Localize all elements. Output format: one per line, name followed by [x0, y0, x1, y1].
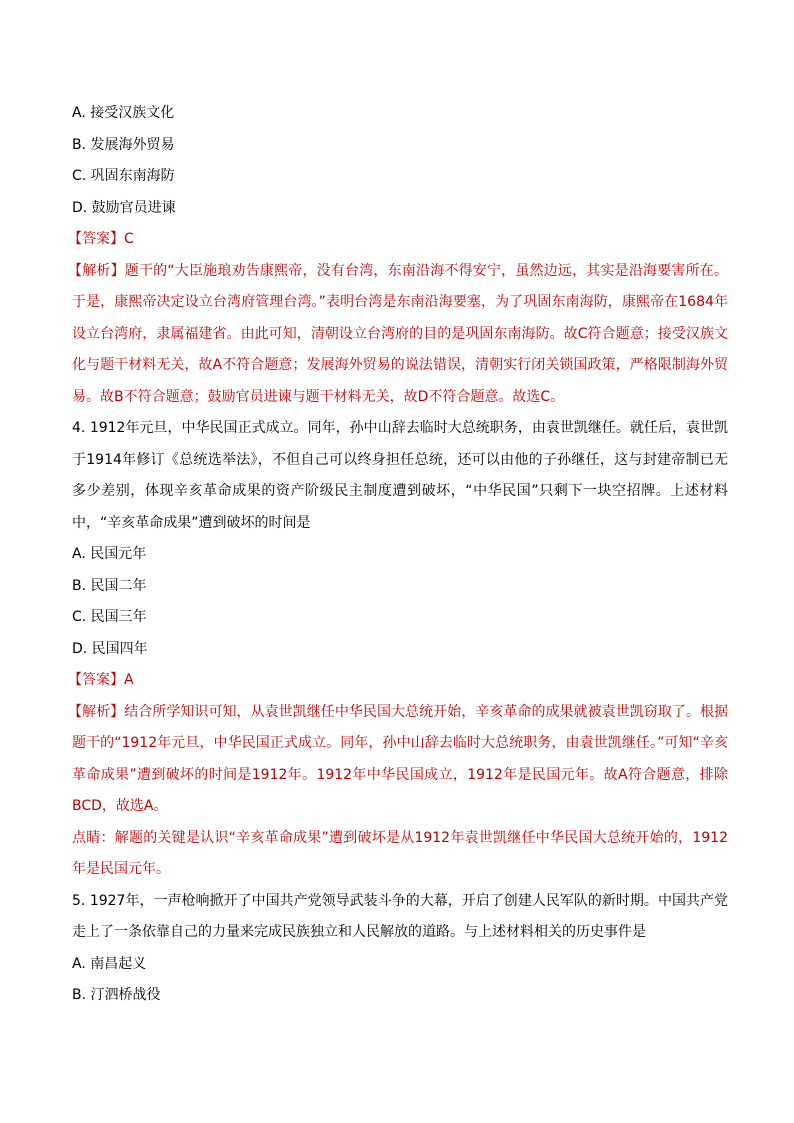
- q4-key-point: 点睛：解题的关键是认识“辛亥革命成果”遭到破坏是从1912年袁世凯继任中华民国大总统开始的，1912年是民国元年。: [72, 829, 728, 877]
- q4-explanation: [68, 697, 729, 823]
- q4-explanation-tag: 【解析】: [68, 703, 125, 720]
- q3-answer-tag: 【答案】: [68, 231, 124, 247]
- q4-explanation-text: 结合所学知识可知，从袁世凯继任中华民国大总统开始，辛亥革命的成果就被袁世凯窃取了。根据题干的“1912年元旦，中华民国正式成立。同年，孙中山辞去临时大总统职务，由袁世凯继任。”可知“辛亥革命成果”遭到破坏的时间是1912年。1912年中华民国成立，1912年是民国元年。故A符合题意，排除BCD，故选A。: [72, 703, 729, 814]
- q3-explanation-text: 题干的“大臣施琅劝告康熙帝，没有台湾，东南沿海不得安宁，虽然边远，其实是沿海要害所在。于是，康熙帝决定设立台湾府管理台湾。”表明台湾是东南沿海要塞，为了巩固东南海防，康熙帝在1684年设立台湾府，隶属福建省。由此可知，清朝设立台湾府的目的是巩固东南海防。故C符合题意；接受汉族文化与题干材料无关，故A不符合题意；发展海外贸易的说法错误，清朝实行闭关锁国政策，严格限制海外贸易。故B不符合题意；鼓励官员进谏与题干材料无关，故D不符合题意。故选C。: [72, 262, 728, 405]
- q3-explanation: [68, 256, 728, 414]
- q3-explanation-tag: 【解析】: [68, 262, 125, 279]
- q3-option-d: D. 鼓励官员进谏: [72, 199, 176, 216]
- q4-stem: 4. 1912年元旦，中华民国正式成立。同年，孙中山辞去临时大总统职务，由袁世凯继任。就任后，袁世凯于1914年修订《总统选举法》，不但自己可以终身担任总统，还可以由他的子孙继任，这与封建帝制已无多少差别，体现辛亥革命成果的资产阶级民主制度遭到破坏，“中华民国”只剩下一块空招牌。上述材料中，“辛亥革命成果”遭到破坏的时间是: [72, 420, 728, 531]
- q4-answer: [68, 665, 728, 697]
- q4-option-c: C. 民国三年: [72, 609, 147, 625]
- q3-answer-value: C: [124, 231, 134, 247]
- q5-option-a: A. 南昌起义: [72, 955, 147, 972]
- q4-option-a: A. 民国元年: [72, 546, 147, 562]
- q3-option-c: C. 巩固东南海防: [72, 168, 175, 184]
- q4-answer-value: A: [124, 672, 134, 688]
- q4-option-d: D. 民国四年: [72, 640, 148, 657]
- q4-option-b: B. 民国二年: [72, 577, 147, 594]
- q5-option-b: B. 汀泗桥战役: [72, 987, 161, 1003]
- q4-answer-tag: 【答案】: [68, 672, 124, 688]
- q3-option-b: B. 发展海外贸易: [72, 136, 175, 153]
- q3-answer: [68, 224, 728, 256]
- q5-stem: 5. 1927年，一声枪响掀开了中国共产党领导武装斗争的大幕，开启了创建人民军队的新时期。中国共产党走上了一条依靠自己的力量来完成民族独立和人民解放的道路。与上述材料相关的历史事件是: [72, 892, 728, 940]
- q3-option-a: A. 接受汉族文化: [72, 105, 175, 121]
- document-page: [68, 98, 729, 1012]
